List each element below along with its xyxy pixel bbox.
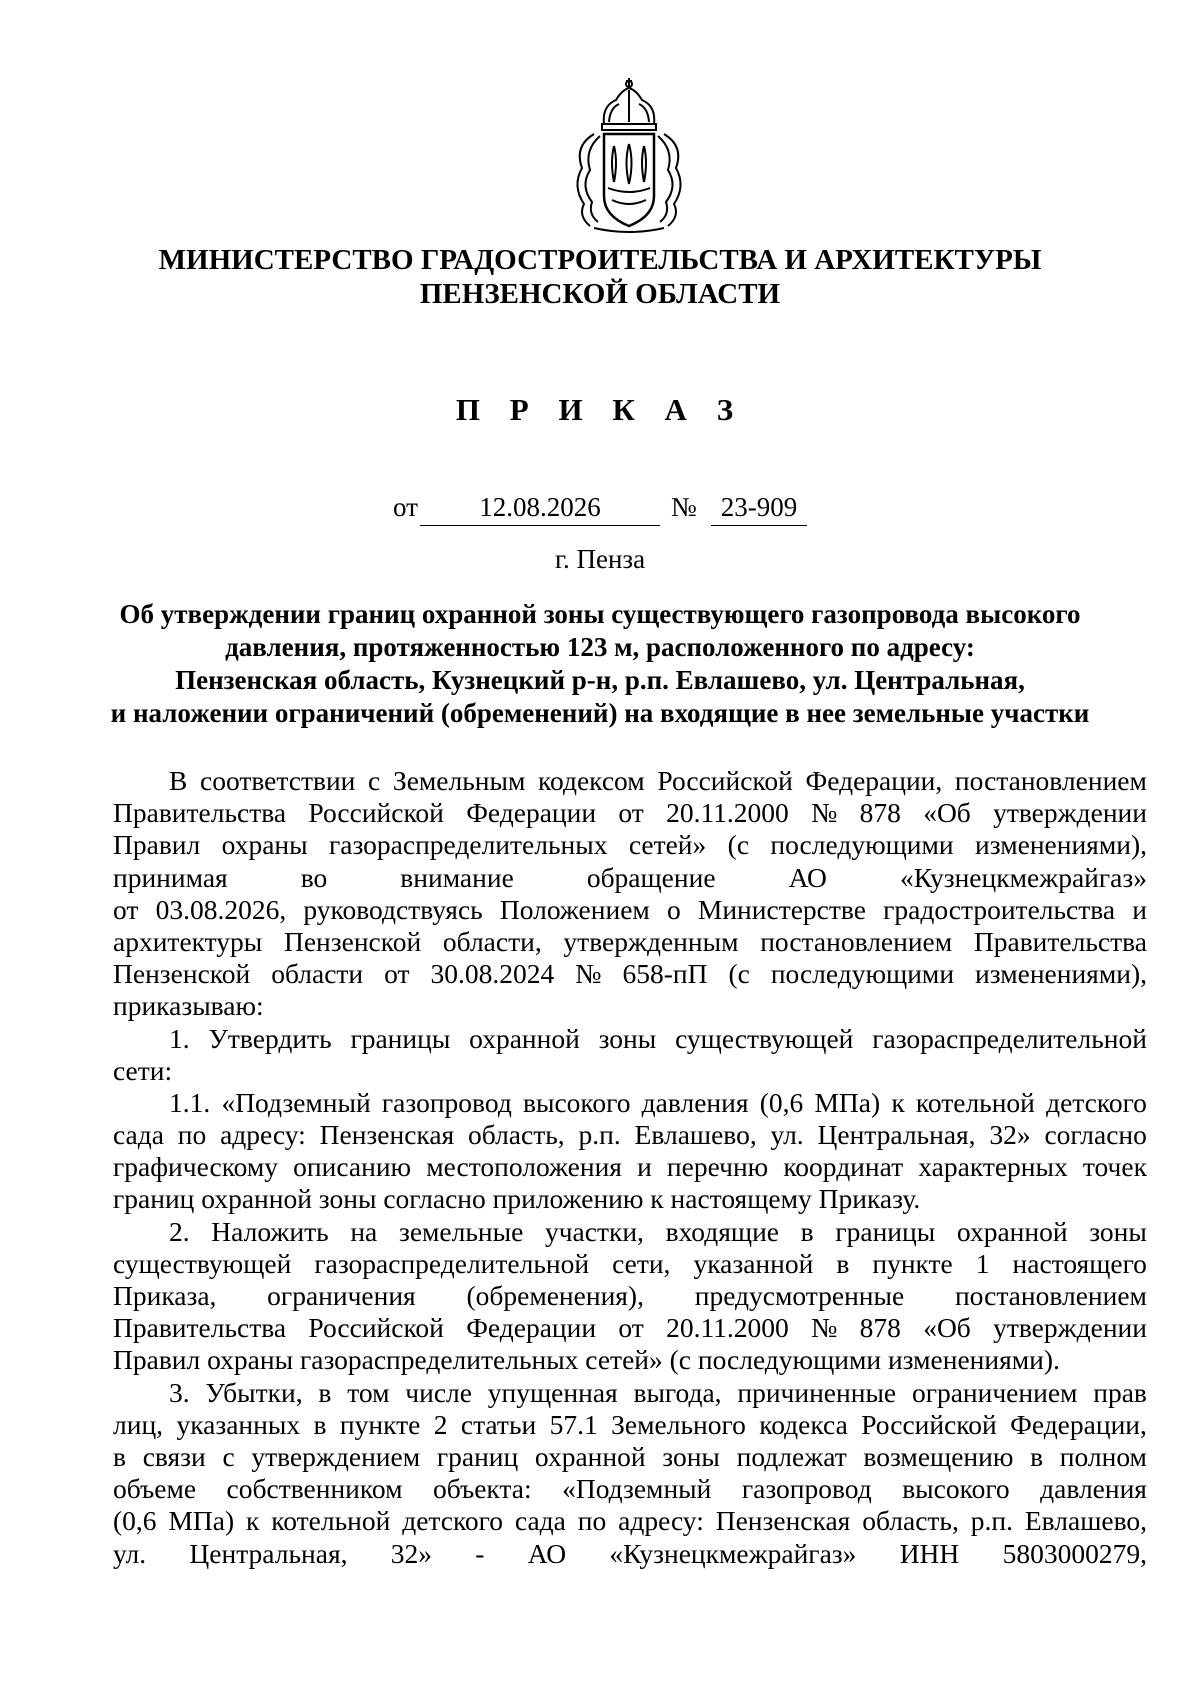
- body-line: Пензенской области от 30.08.2024 № 658-пП (с последующими изменениями),: [113, 958, 1147, 990]
- body-line: приказываю:: [113, 990, 264, 1022]
- body-line: лиц, указанных в пункте 2 статьи 57.1 Земельного кодекса Российской Федерации,: [113, 1408, 1147, 1440]
- heading-line: и наложении ограничений (обременений) на входящие в нее земельные участки: [110, 698, 1090, 728]
- body-line: Приказа, ограничения (обременения), предусмотренные постановлением: [113, 1280, 1147, 1311]
- body-line: (0,6 МПа) к котельной детского сада по адресу: Пензенская область, р.п. Евлашево,: [113, 1505, 1147, 1537]
- body-line: в связи с утверждением границ охранной зоны подлежат возмещению в полном: [113, 1440, 1147, 1472]
- body-line: 3. Убытки, в том числе упущенная выгода, причиненные ограничением прав: [169, 1376, 1147, 1408]
- coat-of-arms-emblem: [564, 76, 694, 236]
- body-line: 1.1. «Подземный газопровод высокого давления (0,6 МПа) к котельной детского: [169, 1086, 1147, 1118]
- ministry-name-line1: МИНИСТЕРСТВО ГРАДОСТРОИТЕЛЬСТВА И АРХИТЕКТУРЫ: [158, 244, 1042, 276]
- body-line: Правил охраны газораспределительных сетей» (с последующими изменениями),: [113, 829, 1147, 861]
- body-line: объеме собственником объекта: «Подземный газопровод высокого давления: [113, 1473, 1147, 1505]
- heading-line: Об утверждении границ охранной зоны существующего газопровода высокого: [119, 599, 1081, 629]
- body-line: 1. Утвердить границы охранной зоны существующей газораспределительной: [169, 1022, 1147, 1054]
- document-type-title: П Р И К А З: [455, 392, 745, 427]
- order-subject-heading: [110, 598, 1090, 730]
- body-line: В соответствии с Земельным кодексом Российской Федерации, постановлением: [169, 765, 1147, 796]
- body-line: 2. Наложить на земельные участки, входящие в границы охранной зоны: [169, 1215, 1147, 1247]
- order-date: 12.08.2026: [420, 492, 660, 526]
- body-line: Правительства Российской Федерации от 20.11.2000 № 878 «Об утверждении: [113, 1312, 1147, 1344]
- body-line: принимая во внимание обращение АО «Кузнецкмежрайгаз»: [113, 861, 1147, 893]
- number-prefix: №: [671, 492, 697, 522]
- body-line: Правил охраны газораспределительных сетей» (с последующими изменениями).: [113, 1344, 1060, 1376]
- body-line: графическому описанию местоположения и перечню координат характерных точек: [113, 1151, 1147, 1183]
- ministry-name: [0, 243, 1200, 311]
- body-line: границ охранной зоны согласно приложению к настоящему Приказу.: [113, 1183, 921, 1215]
- body-line: архитектуры Пензенской области, утвержденным постановлением Правительства: [113, 925, 1147, 957]
- heading-line: давления, протяженностью 123 м, расположенного по адресу:: [225, 632, 975, 662]
- body-line: сада по адресу: Пензенская область, р.п. Евлашево, ул. Центральная, 32» согласно: [113, 1119, 1147, 1151]
- city-name: г. Пенза: [554, 544, 646, 574]
- heading-line: Пензенская область, Кузнецкий р-н, р.п. Евлашево, ул. Центральная,: [175, 665, 1025, 695]
- body-line: от 03.08.2026, руководствуясь Положением о Министерстве градостроительства и: [113, 893, 1147, 925]
- ministry-name-line2: ПЕНЗЕНСКОЙ ОБЛАСТИ: [419, 278, 781, 310]
- body-line: ул. Центральная, 32» - АО «Кузнецкмежрайгаз» ИНН 5803000279,: [113, 1537, 1147, 1569]
- body-line: существующей газораспределительной сети, указанной в пункте 1 настоящего: [113, 1247, 1147, 1279]
- body-line: Правительства Российской Федерации от 20.11.2000 № 878 «Об утверждении: [113, 797, 1147, 829]
- order-body-text: [113, 765, 1147, 1570]
- date-prefix: от: [393, 492, 418, 522]
- body-line: сети:: [113, 1054, 173, 1086]
- order-number: 23-909: [711, 492, 807, 526]
